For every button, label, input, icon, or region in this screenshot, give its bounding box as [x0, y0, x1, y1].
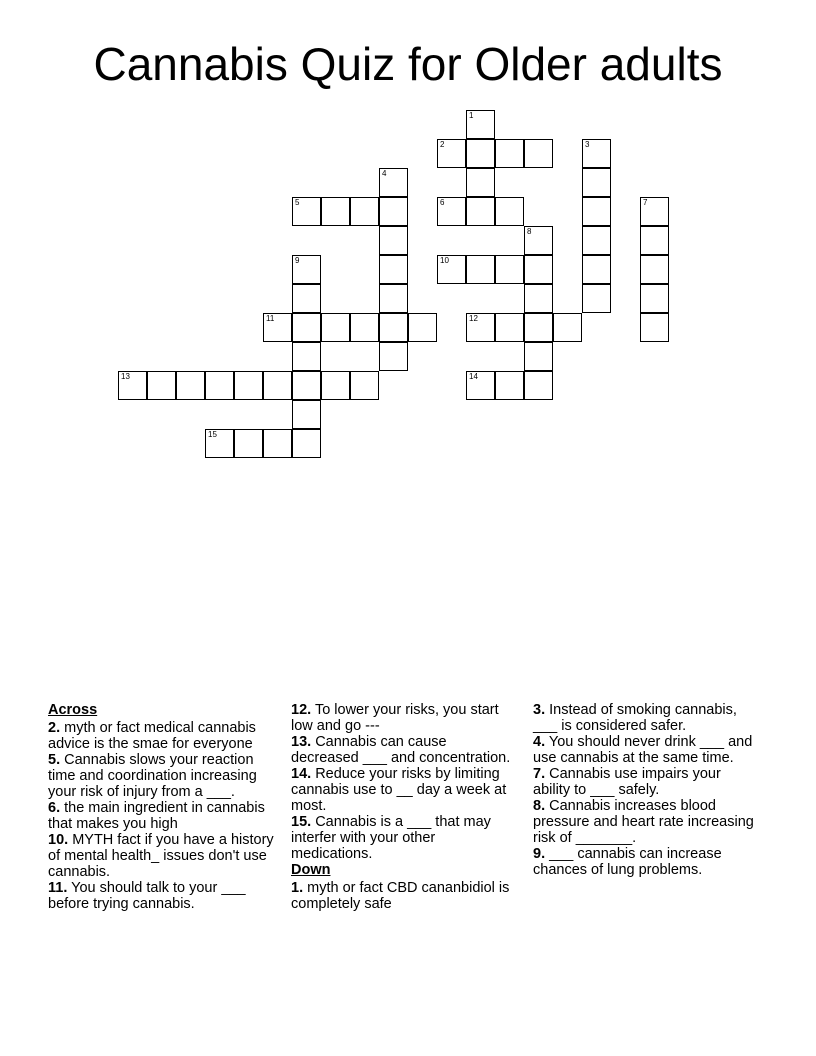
grid-cell[interactable]: [292, 400, 321, 429]
cell-number: 11: [266, 314, 275, 323]
page-title: Cannabis Quiz for Older adults: [93, 38, 723, 90]
grid-cell[interactable]: [176, 371, 205, 400]
grid-cell[interactable]: [234, 429, 263, 458]
grid-cell[interactable]: [437, 197, 466, 226]
grid-cell[interactable]: [379, 342, 408, 371]
grid-cell[interactable]: [379, 197, 408, 226]
clue-across-15: 15. Cannabis is a ___ that may interfer with your other medications.: [291, 814, 491, 862]
grid-cell[interactable]: [466, 110, 495, 139]
grid-cell[interactable]: [263, 313, 292, 342]
crossword-grid: [0, 0, 816, 470]
clue-down-1: 1. myth or fact CBD cananbidiol is completely safe: [291, 880, 510, 912]
grid-cell[interactable]: [118, 371, 147, 400]
grid-cell[interactable]: [582, 139, 611, 168]
cell-number: 4: [382, 169, 387, 178]
clue-across-11: 11. You should talk to your ___ before trying cannabis.: [48, 880, 246, 912]
grid-cell[interactable]: [553, 313, 582, 342]
grid-cell[interactable]: [350, 197, 379, 226]
grid-cell[interactable]: [495, 255, 524, 284]
grid-cell[interactable]: [350, 371, 379, 400]
grid-cell[interactable]: [582, 197, 611, 226]
grid-cell[interactable]: [292, 313, 321, 342]
grid-cell[interactable]: [466, 197, 495, 226]
grid-cell[interactable]: [640, 197, 669, 226]
grid-cell[interactable]: [582, 168, 611, 197]
across-heading: Across: [48, 702, 98, 718]
grid-cell[interactable]: [292, 197, 321, 226]
clue-across-2: 2. myth or fact medical cannabis advice is the smae for everyone: [48, 720, 256, 752]
grid-cell[interactable]: [437, 255, 466, 284]
grid-cell[interactable]: [495, 371, 524, 400]
clue-across-13: 13. Cannabis can cause decreased ___ and concentration.: [291, 734, 511, 766]
down-heading: Down: [291, 862, 331, 878]
grid-cell[interactable]: [379, 226, 408, 255]
clue-down-4: 4. You should never drink ___ and use cannabis at the same time.: [533, 734, 753, 766]
clue-down-7: 7. Cannabis use impairs your ability to ___ safely.: [533, 766, 721, 798]
cell-number: 10: [440, 256, 449, 265]
grid-cell[interactable]: [379, 168, 408, 197]
grid-cell[interactable]: [524, 342, 553, 371]
grid-cell[interactable]: [640, 226, 669, 255]
grid-cell[interactable]: [466, 139, 495, 168]
cell-number: 2: [440, 140, 445, 149]
grid-cell[interactable]: [379, 255, 408, 284]
grid-cell[interactable]: [640, 284, 669, 313]
grid-cell[interactable]: [524, 313, 553, 342]
grid-cell[interactable]: [350, 313, 379, 342]
cell-number: 14: [469, 372, 478, 381]
grid-cell[interactable]: [147, 371, 176, 400]
clue-down-3: 3. Instead of smoking cannabis, ___ is considered safer.: [533, 702, 737, 734]
clue-across-5: 5. Cannabis slows your reaction time and coordination increasing your risk of injury from a ___.: [48, 752, 257, 800]
grid-cell[interactable]: [205, 429, 234, 458]
grid-cell[interactable]: [466, 168, 495, 197]
clue-down-8: 8. Cannabis increases blood pressure and heart rate increasing risk of _______.: [533, 798, 754, 846]
grid-cell[interactable]: [321, 371, 350, 400]
grid-cell[interactable]: [263, 371, 292, 400]
grid-cell[interactable]: [524, 371, 553, 400]
grid-cell[interactable]: [495, 139, 524, 168]
grid-cell[interactable]: [582, 284, 611, 313]
grid-cell[interactable]: [205, 371, 234, 400]
grid-cell[interactable]: [582, 226, 611, 255]
grid-cell[interactable]: [582, 255, 611, 284]
grid-cell[interactable]: [408, 313, 437, 342]
grid-cell[interactable]: [292, 284, 321, 313]
grid-cell[interactable]: [263, 429, 292, 458]
clue-across-14: 14. Reduce your risks by limiting cannabis use to __ day a week at most.: [291, 766, 507, 814]
clue-across-12: 12. To lower your risks, you start low and go ---: [291, 702, 499, 734]
grid-cell[interactable]: [321, 197, 350, 226]
clue-column-2: [291, 702, 517, 912]
grid-cell[interactable]: [524, 139, 553, 168]
clue-column-3: [533, 702, 759, 878]
grid-cell[interactable]: [437, 139, 466, 168]
grid-cell[interactable]: [292, 371, 321, 400]
clue-across-10: 10. MYTH fact if you have a history of mental health_ issues don't use cannabis.: [48, 832, 274, 880]
cell-number: 15: [208, 430, 217, 439]
grid-cell[interactable]: [379, 284, 408, 313]
grid-cell[interactable]: [321, 313, 350, 342]
grid-cell[interactable]: [379, 313, 408, 342]
clue-column-1: [48, 702, 280, 912]
cell-number: 6: [440, 198, 445, 207]
clue-down-9: 9. ___ cannabis can increase chances of lung problems.: [533, 846, 722, 878]
cell-number: 9: [295, 256, 300, 265]
cell-number: 12: [469, 314, 478, 323]
grid-cell[interactable]: [292, 429, 321, 458]
grid-cell[interactable]: [524, 284, 553, 313]
grid-cell[interactable]: [640, 313, 669, 342]
cell-number: 1: [469, 111, 474, 120]
grid-cell[interactable]: [466, 313, 495, 342]
grid-cell[interactable]: [524, 226, 553, 255]
cell-number: 3: [585, 140, 590, 149]
grid-cell[interactable]: [466, 371, 495, 400]
cell-number: 5: [295, 198, 300, 207]
cell-number: 7: [643, 198, 648, 207]
grid-cell[interactable]: [292, 342, 321, 371]
cell-number: 13: [121, 372, 130, 381]
grid-cell[interactable]: [524, 255, 553, 284]
grid-cell[interactable]: [495, 313, 524, 342]
cell-number: 8: [527, 227, 532, 236]
clue-across-6: 6. the main ingredient in cannabis that makes you high: [48, 800, 265, 832]
grid-cell[interactable]: [292, 255, 321, 284]
grid-cell[interactable]: [466, 255, 495, 284]
grid-cell[interactable]: [495, 197, 524, 226]
grid-cell[interactable]: [234, 371, 263, 400]
grid-cell[interactable]: [640, 255, 669, 284]
